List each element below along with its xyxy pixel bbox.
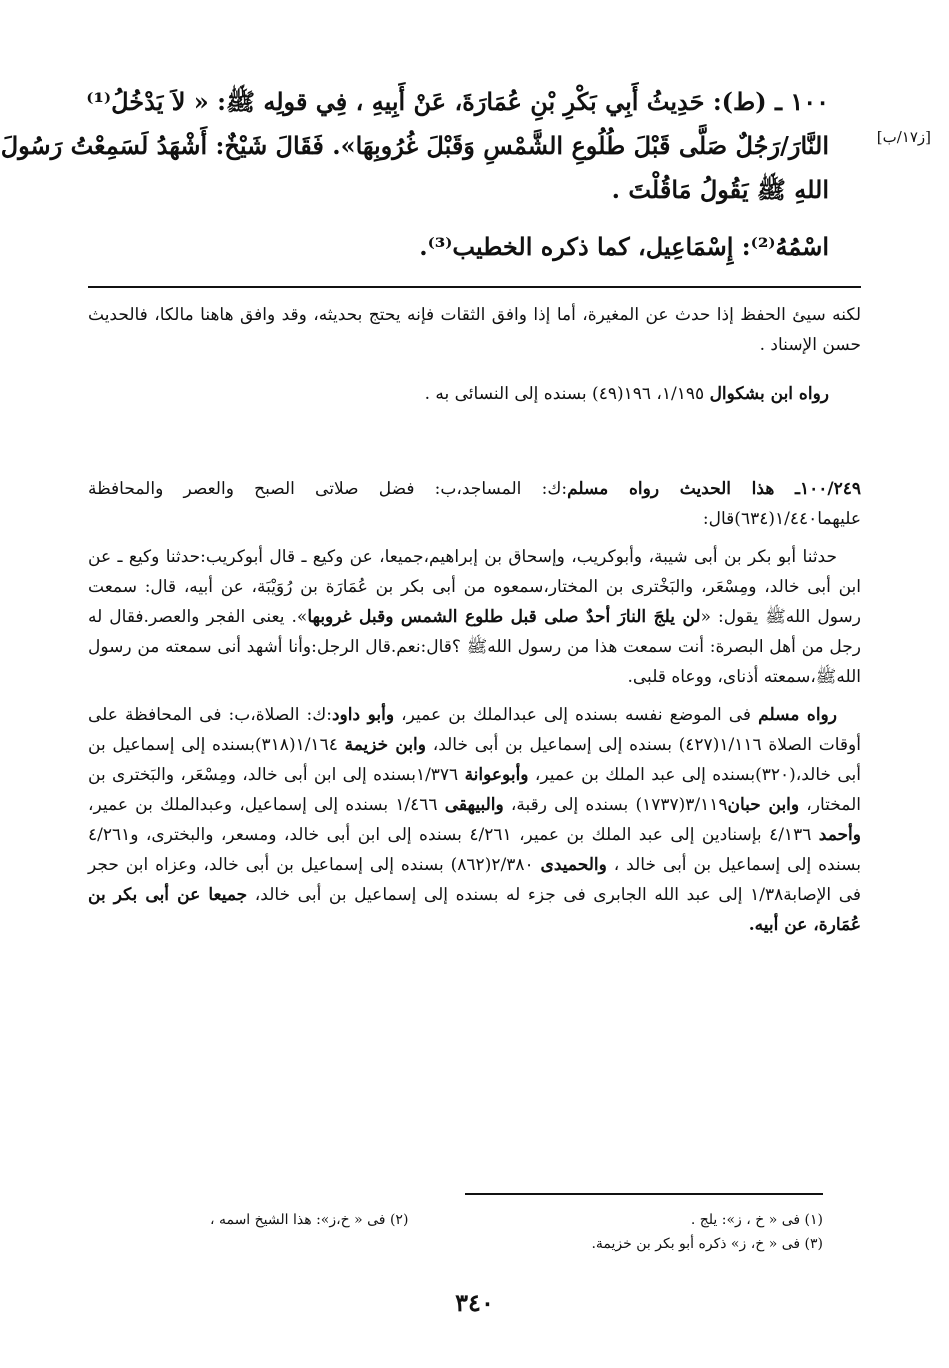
source-name: والبيهقى	[444, 795, 504, 815]
source-detail: ٢/٣٨٠(٨٦٢) بسنده إلى إسماعيل بن أبى خالد، وعزاه ابن حجر فى الإصابة١/٣٨ إلى عبد الله الجابرى فى جزء له بسنده إلى إسماعيل بن أبى خالد،	[88, 855, 862, 905]
source-detail: ١/٣٧٦بسنده إلى ابن أبى خالد، ومِسْعَر، والبَخترى بن المختار،	[88, 765, 862, 815]
source-name: وأبوعوانة	[464, 765, 529, 785]
source-detail: ١/٤٦٦ بسنده إلى إسماعيل، وعبدالملك بن عمير،	[88, 795, 445, 815]
isnad-text-continued: ». يعنى الفجر والعصر.فقال له رجل من أهل البصرة: أنت سمعت هذا من رسول اللهﷺ ؟قال:نعم.قال الرجل:وأنا أشهد أنى سمعته من رسول اللهﷺ،سمعته أذناى، ووعاه قلبى.	[88, 607, 861, 687]
source-name: والحميدى	[540, 855, 607, 875]
main-text-line: اللهِ ﷺ يَقُولُ مَاقُلْتَ .	[611, 175, 829, 204]
takhrij-heading-rest: :ك: المساجد،ب: فضل صلاتى الصبح والعصر والمحافظة عليهما١/٤٤٠(٦٣٤)قال:	[88, 479, 861, 529]
source-detail: ٣/١١٩(١٧٣٧) بسنده إلى رقبة،	[503, 795, 728, 815]
footnote-3: (٣) فى « خ، ز» ذكره أبو بكر بن خزيمة.	[591, 1236, 823, 1252]
sources-paragraph	[88, 700, 861, 940]
source-detail: فى الموضع نفسه بسنده إلى عبدالملك بن عمير،	[394, 705, 759, 725]
takhrij-section	[88, 474, 861, 948]
riwaya-detail: ١/١٩٥، ١٩٦(٤٩) بسنده إلى النسائى به .	[424, 384, 705, 404]
narrator-name-line: اسْمُهُ⁽²⁾: إِسْمَاعِيل، كما ذكره الخطيب⁽³⁾.	[419, 232, 829, 261]
footnotes	[210, 1208, 823, 1256]
source-detail: :ك: الصلاة،ب: فى المحافظة على أوقات الصلاة ١/١١٦(٤٢٧) بسنده إلى إسماعيل بن أبى خالد،	[88, 705, 861, 755]
sources-conclusion: جميعا عن أبى بكر بن عُمَارة، عن أبيه.	[88, 885, 861, 935]
footnote-2: (٢) فى « خ،ز»: هذا الشيخ اسمه ،	[210, 1212, 409, 1228]
isnad-text: حدثنا أبو بكر بن أبى شيبة، وأبوكريب، وإسحاق بن إبراهيم،جميعا، عن وكيع ـ قال أبوكريب:حدثنا وكيع ـ عن ابن أبى خالد، ومِسْعَر، والبَخْترى بن المختار،سمعوه من أبى بكر بن عُمَارَة بن رُوَيْبَة، عن أبيه، قال: سمعت رسول اللهﷺ يقول: «	[88, 547, 861, 627]
source-name: وابن خزيمة	[344, 735, 426, 755]
footnote-1: (١) فى « خ ، ز»: يلج .	[690, 1212, 823, 1228]
source-name: رواه مسلم	[758, 705, 837, 725]
footnote-row	[210, 1208, 823, 1232]
footnote-divider	[465, 1193, 823, 1195]
page-number: ٣٤٠	[455, 1288, 494, 1317]
riwaya-line	[425, 384, 829, 404]
riwaya-source: رواه ابن بشكوال	[709, 384, 829, 404]
hadith-matn: لن يلجَ النارَ أحدٌ صلى قبل طلوع الشمس وقبل غروبها	[307, 607, 701, 627]
main-text-line: ١٠٠ ـ (ط): حَدِيثُ أَبِي بَكْرِ بْنِ عُمَارَةَ، عَنْ أَبِيهِ ، فِي قولِه ﷺ: « لاَ يَدْخُلُ⁽¹⁾	[86, 87, 829, 116]
isnad-paragraph	[88, 542, 861, 692]
source-name: وابن حبان	[727, 795, 800, 815]
source-name: وأحمد	[818, 825, 861, 845]
source-name: وأبو داود	[331, 705, 395, 725]
footnote-row	[210, 1232, 823, 1256]
text-divider	[88, 286, 861, 288]
takhrij-heading-bold: ١٠٠/٢٤٩ـ هذا الحديث رواه مسلم	[567, 479, 861, 499]
source-detail: ٤/١٣٦ بإسنادين إلى عبد الملك بن عمير، ٤/٢٦١ بسنده إلى ابن أبى خالد، ومسعر، والبخترى، و٤/٢٦١ بسنده إلى إسماعيل بن أبى خالد ،	[88, 825, 861, 875]
main-text-line: النَّارَ/رَجُلٌ صَلَّى قَبْلَ طُلُوعِ الشَّمْسِ وَقَبْلَ غُرُوبِهَا». فَقَالَ شَيْخٌ: أَشْهَدُ لَسَمِعْتُ رَسُولَ	[0, 131, 829, 160]
source-detail: ١/١٦٤(٣١٨)بسنده إلى إسماعيل بن أبى خالد،(٣٢٠)بسنده إلى عبد الملك بن عمير،	[88, 735, 861, 785]
takhrij-heading	[88, 474, 861, 534]
manuscript-margin-reference: [ز١٧/ب]	[876, 128, 931, 146]
main-hadith-text	[0, 80, 829, 212]
notes-paragraph: لكنه سيئ الحفظ إذا حدث عن المغيرة، أما إذا وافق الثقات فإنه يحتج بحديثه، وقد وافق هاهنا مالكا، فالحديث حسن الإسناد .	[88, 305, 861, 355]
